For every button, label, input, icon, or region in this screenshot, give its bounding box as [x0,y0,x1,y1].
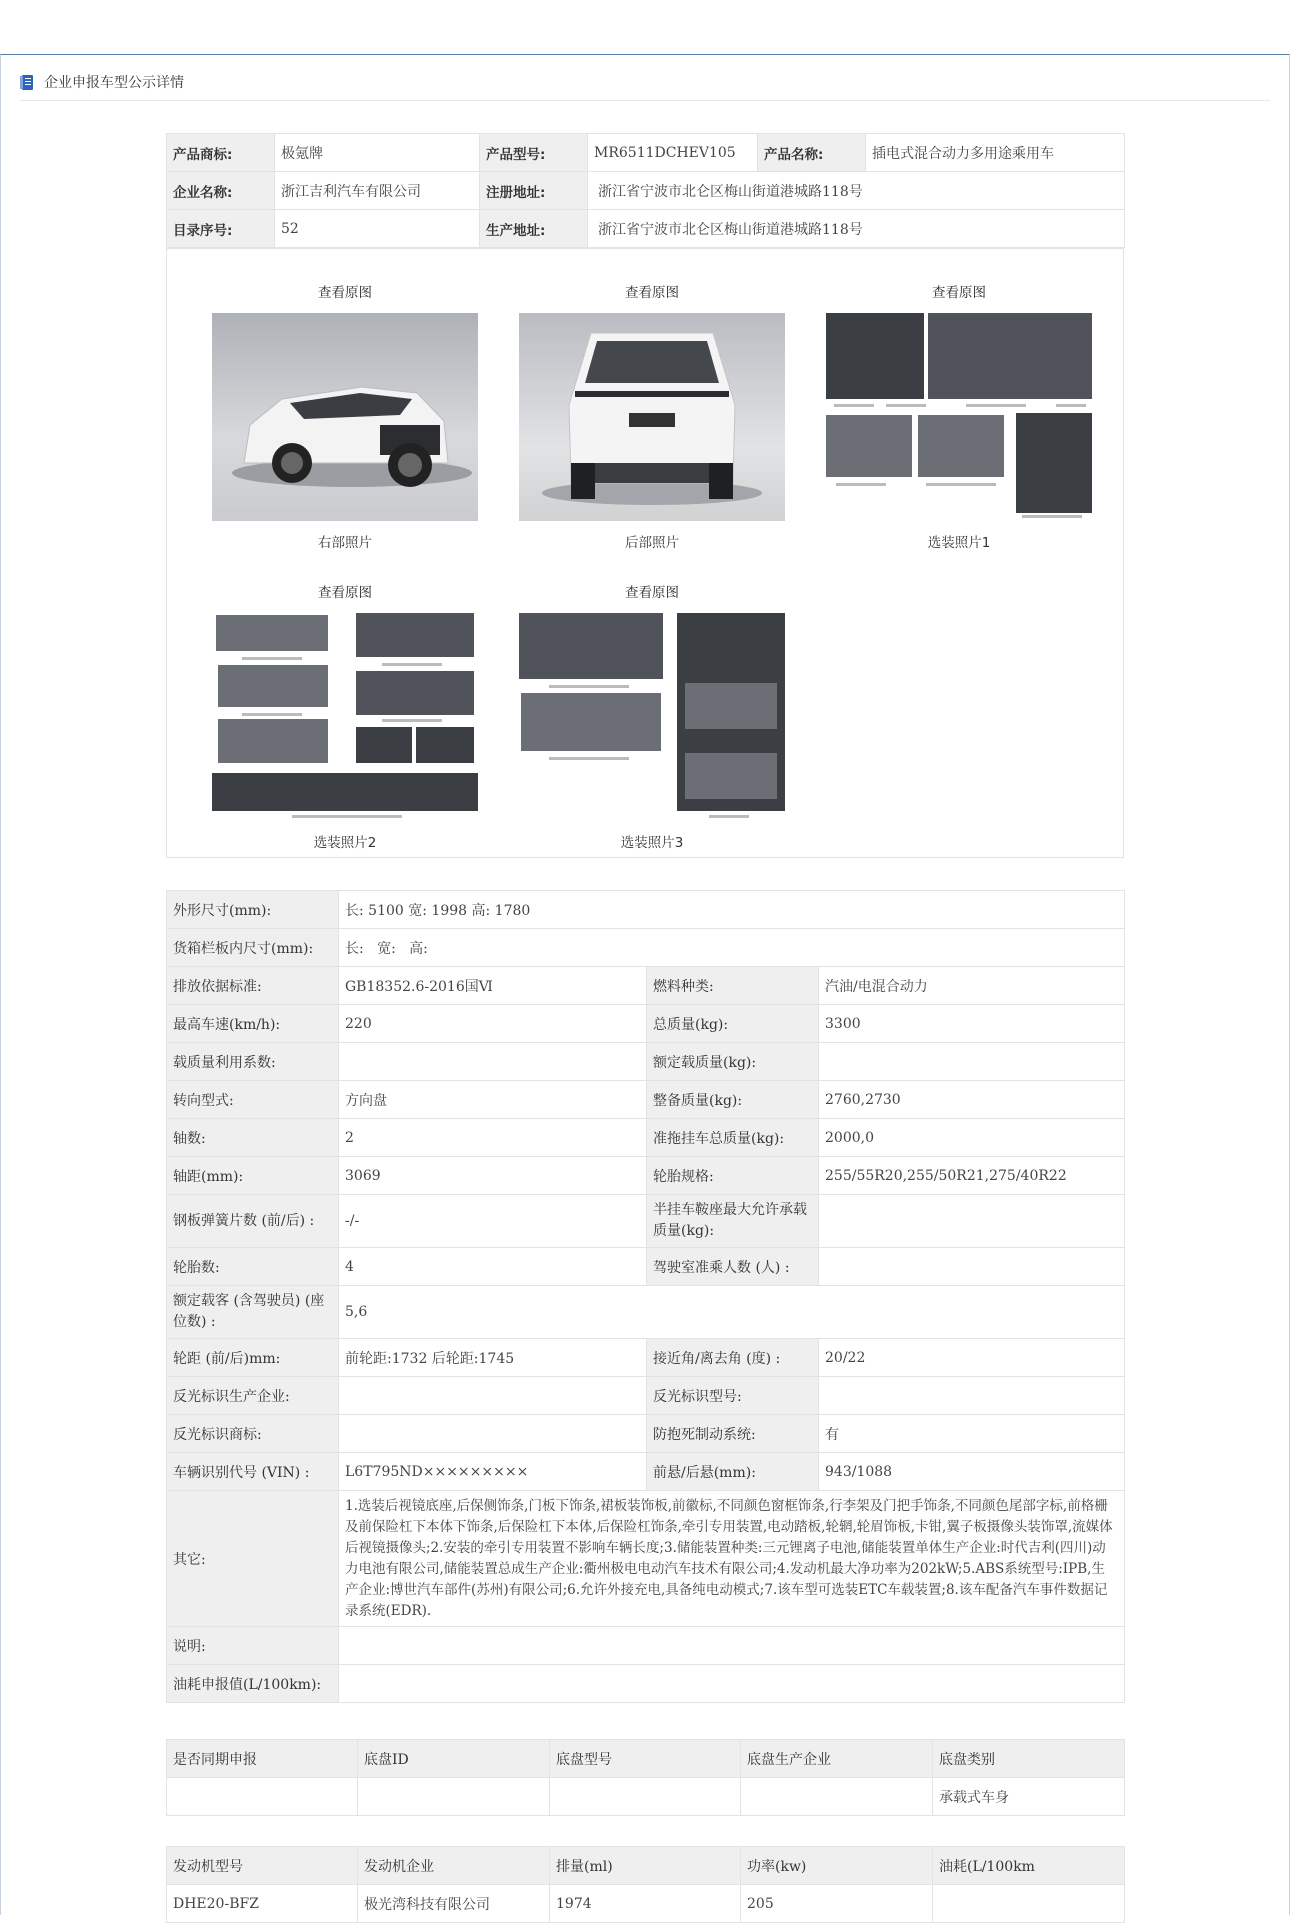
rear-photo-image[interactable] [519,313,785,521]
axles-value: 2 [339,1119,647,1157]
chassis-header: 底盘生产企业 [741,1740,933,1778]
photo-caption: 选装照片2 [313,835,377,851]
photo-caption: 选装照片3 [620,835,684,851]
other-label: 其它: [167,1491,339,1627]
reg-addr-label: 注册地址: [480,172,588,210]
wheelbase-label: 轴距(mm): [167,1157,339,1195]
emission-value: GB18352.6-2016国Ⅵ [339,967,647,1005]
rated-load-label: 额定载质量(kg): [647,1043,819,1081]
photo-gallery [166,248,1124,858]
brand-value: 极氪牌 [275,134,480,172]
overhang-value: 943/1088 [819,1453,1125,1491]
photo-caption: 右部照片 [318,535,372,551]
trailer-label: 准拖挂车总质量(kg): [647,1119,819,1157]
basic-info-table [166,133,1125,248]
cab-value [819,1248,1125,1286]
saddle-label: 半挂车鞍座最大允许承载质量(kg): [647,1195,819,1248]
rated-load-value [819,1043,1125,1081]
note-value [339,1627,1125,1665]
chassis-cell [167,1778,358,1816]
spring-value: -/- [339,1195,647,1248]
company-value: 浙江吉利汽车有限公司 [275,172,480,210]
catalog-label: 目录序号: [167,210,275,248]
reflect-model-label: 反光标识型号: [647,1377,819,1415]
right-photo-image[interactable] [212,313,478,521]
engine-header: 发动机型号 [167,1847,358,1885]
photo-card-rear [519,282,785,553]
track-label: 轮距 (前/后)mm: [167,1339,339,1377]
model-value: MR6511DCHEV105 [588,134,758,172]
engine-header: 油耗(L/100km [933,1847,1125,1885]
photo-caption: 后部照片 [625,535,679,551]
engine-header: 排量(ml) [550,1847,741,1885]
reflect-co-label: 反光标识生产企业: [167,1377,339,1415]
total-mass-label: 总质量(kg): [647,1005,819,1043]
tire-label: 轮胎规格: [647,1157,819,1195]
catalog-value: 52 [275,210,480,248]
tire-value: 255/55R20,255/50R21,275/40R22 [819,1157,1125,1195]
axles-label: 轴数: [167,1119,339,1157]
seats-value: 5,6 [339,1286,1125,1339]
engine-cell: 极光湾科技有限公司 [358,1885,550,1923]
prod-addr-value: 浙江省宁波市北仑区梅山街道港城路118号 [588,210,1125,248]
engine-cell: 205 [741,1885,933,1923]
reflect-brand-label: 反光标识商标: [167,1415,339,1453]
cargo-value: 长: 宽: 高: [339,929,1125,967]
curb-label: 整备质量(kg): [647,1081,819,1119]
name-value: 插电式混合动力多用途乘用车 [866,134,1125,172]
photo-caption: 选装照片1 [927,535,991,551]
header-divider [20,100,1270,101]
page-title: 企业申报车型公示详情 [44,75,184,91]
chassis-cell [741,1778,933,1816]
photo-card-option1 [826,282,1092,553]
overhang-label: 前悬/后悬(mm): [647,1453,819,1491]
specs-table [166,890,1125,1703]
vin-value: L6T795ND××××××××× [339,1453,647,1491]
steering-value: 方向盘 [339,1081,647,1119]
dims-label: 外形尺寸(mm): [167,891,339,929]
engine-cell: 1974 [550,1885,741,1923]
seats-label: 额定载客 (含驾驶员) (座位数) : [167,1286,339,1339]
photo-card-right [212,282,478,553]
name-label: 产品名称: [758,134,866,172]
engine-header: 发动机企业 [358,1847,550,1885]
view-original-link[interactable]: 查看原图 [318,585,372,601]
note-label: 说明: [167,1627,339,1665]
track-value: 前轮距:1732 后轮距:1745 [339,1339,647,1377]
cab-label: 驾驶室准乘人数 (人) : [647,1248,819,1286]
view-original-link[interactable]: 查看原图 [932,285,986,301]
chassis-cell [358,1778,550,1816]
curb-value: 2760,2730 [819,1081,1125,1119]
reflect-co-value [339,1377,647,1415]
fuel-label: 燃料种类: [647,967,819,1005]
fuel-value: 汽油/电混合动力 [819,967,1125,1005]
speed-value: 220 [339,1005,647,1043]
chassis-header: 底盘型号 [550,1740,741,1778]
angle-value: 20/22 [819,1339,1125,1377]
option3-photo-image[interactable] [519,613,785,821]
load-coef-value [339,1043,647,1081]
company-label: 企业名称: [167,172,275,210]
wheelbase-value: 3069 [339,1157,647,1195]
steering-label: 转向型式: [167,1081,339,1119]
view-original-link[interactable]: 查看原图 [625,585,679,601]
chassis-header: 底盘ID [358,1740,550,1778]
abs-value: 有 [819,1415,1125,1453]
chassis-cell: 承载式车身 [933,1778,1125,1816]
option1-photo-image[interactable] [826,313,1092,521]
speed-label: 最高车速(km/h): [167,1005,339,1043]
consumption-label: 油耗申报值(L/100km): [167,1665,339,1703]
consumption-value [339,1665,1125,1703]
tires-value: 4 [339,1248,647,1286]
tires-label: 轮胎数: [167,1248,339,1286]
other-value: 1.选装后视镜底座,后保侧饰条,门板下饰条,裙板装饰板,前徽标,不同颜色窗框饰条,行李架及门把手饰条,不同颜色尾部字标,前格栅及前保险杠下本体下饰条,后保险杠下本体,后保险杠饰条,牵引专用装置,电动踏板,轮辋,轮眉饰板,卡钳,翼子板摄像头装饰罩,流媒体后视镜摄像头;2.安装的牵引专用装置不影响车辆长度;3.储能装置种类:三元锂离子电池,储能装置单体生产企业:时代吉利(四川)动力电池有限公司,储能装置总成生产企业:衢州极电电动汽车技术有限公司;4.发动机最大净功率为202kW;5.ABS系统型号:IPB,生产企业:博世汽车部件(苏州)有限公司;6.允许外接充电,具备纯电动模式;7.该车型可选装ETC车载装置;8.该车配备汽车事件数据记录系统(EDR). [339,1491,1125,1627]
option2-photo-image[interactable] [212,613,478,821]
abs-label: 防抱死制动系统: [647,1415,819,1453]
engine-cell: DHE20-BFZ [167,1885,358,1923]
view-original-link[interactable]: 查看原图 [318,285,372,301]
cargo-label: 货箱栏板内尺寸(mm): [167,929,339,967]
spring-label: 钢板弹簧片数 (前/后) : [167,1195,339,1248]
photo-card-option3 [519,582,785,853]
vin-label: 车辆识别代号 (VIN) : [167,1453,339,1491]
chassis-header: 是否同期申报 [167,1740,358,1778]
model-label: 产品型号: [480,134,588,172]
engine-table [166,1846,1125,1923]
prod-addr-label: 生产地址: [480,210,588,248]
document-icon [20,75,34,90]
photo-card-option2 [212,582,478,853]
reg-addr-value: 浙江省宁波市北仑区梅山街道港城路118号 [588,172,1125,210]
load-coef-label: 载质量利用系数: [167,1043,339,1081]
trailer-value: 2000,0 [819,1119,1125,1157]
engine-header: 功率(kw) [741,1847,933,1885]
saddle-value [819,1195,1125,1248]
emission-label: 排放依据标准: [167,967,339,1005]
dims-value: 长: 5100 宽: 1998 高: 1780 [339,891,1125,929]
reflect-brand-value [339,1415,647,1453]
view-original-link[interactable]: 查看原图 [625,285,679,301]
total-mass-value: 3300 [819,1005,1125,1043]
reflect-model-value [819,1377,1125,1415]
angle-label: 接近角/离去角 (度) : [647,1339,819,1377]
brand-label: 产品商标: [167,134,275,172]
chassis-cell [550,1778,741,1816]
chassis-header: 底盘类别 [933,1740,1125,1778]
chassis-table [166,1739,1125,1816]
page-header [20,70,184,94]
